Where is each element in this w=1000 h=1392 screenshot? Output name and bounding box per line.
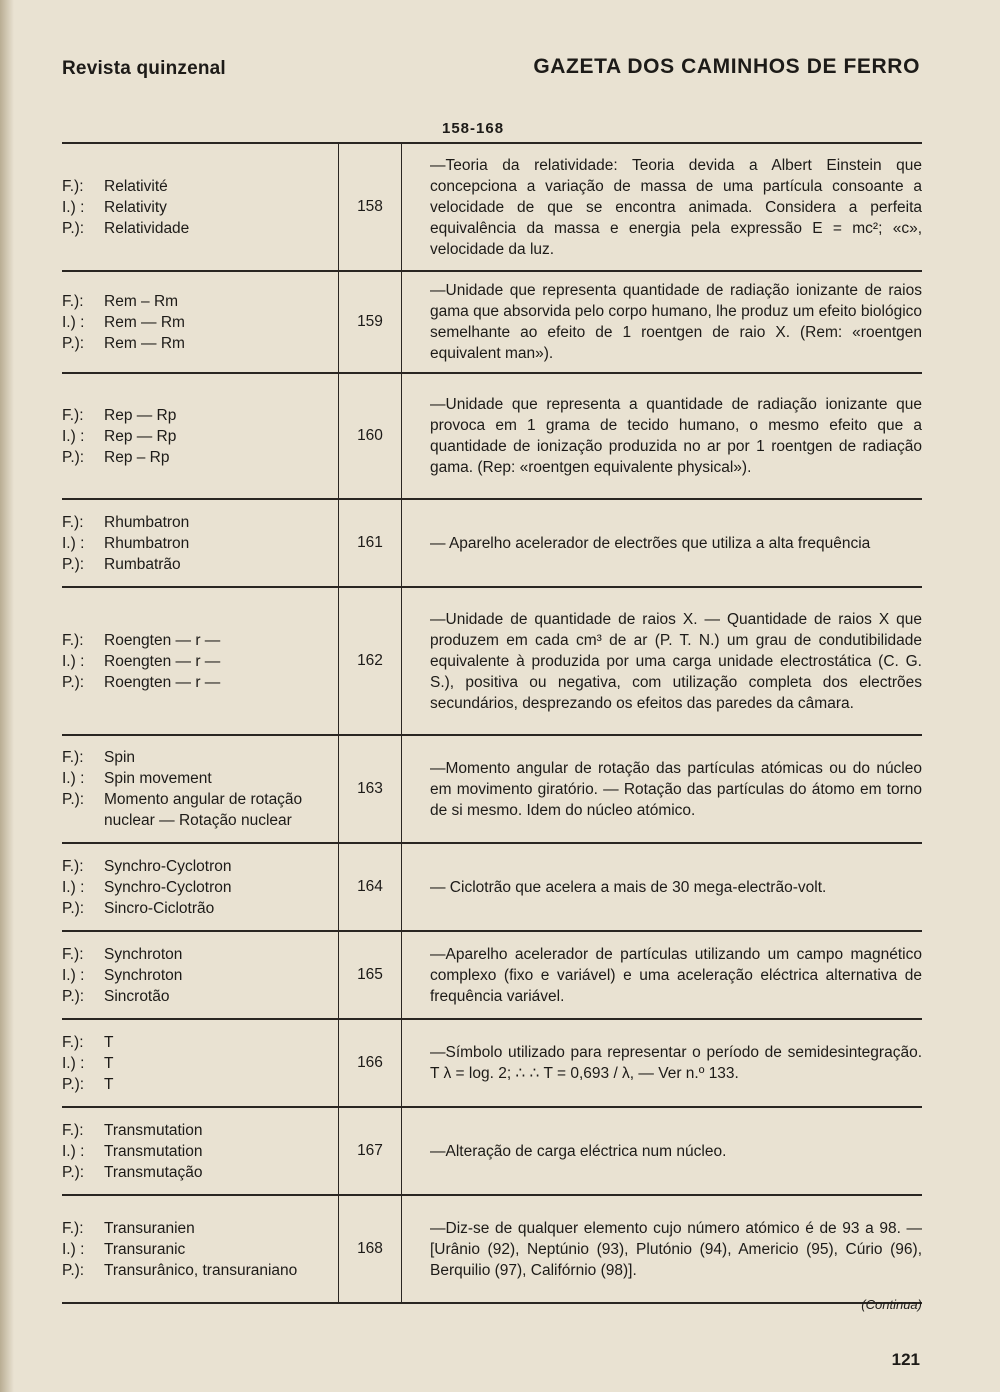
term-language: F.):	[62, 631, 84, 649]
definition-text: —Alteração de carga eléctrica num núcleo.	[430, 1142, 727, 1160]
entry-definition	[402, 272, 922, 372]
term-line	[62, 768, 338, 789]
definition-text: —Unidade que representa quantidade de radiação ionizante de raios gama que absorvida pelo corpo humano, lhe produz um efeito biológico semelhante ao efeito de 1 roentgen de raio X. (Rem: «roentgen equivalent man»).	[430, 282, 923, 362]
entry-definition	[402, 844, 922, 930]
definition-text: —Momento angular de rotação das partículas atómicas ou do núcleo em movimento giratório. — Rotação das partículas do átomo em torno de si mesmo. Idem do núcleo atómico.	[430, 759, 922, 819]
term-text: Transmutation	[104, 1121, 203, 1139]
term-text: Spin movement	[104, 770, 212, 787]
term-text: Relatividade	[104, 219, 190, 237]
entry-number: 158	[338, 144, 402, 270]
table-row	[62, 1194, 922, 1302]
entry-number: 160	[338, 374, 402, 498]
header-right: GAZETA DOS CAMINHOS DE FERRO	[533, 55, 920, 78]
term-list	[62, 1020, 338, 1106]
term-line	[62, 965, 338, 986]
term-language: I.) :	[62, 427, 85, 445]
term-language: F.):	[62, 857, 84, 875]
term-language: I.) :	[62, 198, 85, 216]
entry-definition	[402, 1196, 922, 1302]
term-language: F.):	[62, 177, 84, 195]
term-text: Transmutação	[104, 1163, 203, 1181]
term-list	[62, 736, 338, 842]
definition-text: —Diz-se de qualquer elemento cujo número atómico é de 93 a 98. — [Urânio (92), Neptúnio (93), Plutónio (94), Americio (95), Cúrio (96), Berquilio (97), Califórnio (98)].	[430, 1219, 922, 1279]
term-list	[62, 844, 338, 930]
term-language: P.):	[62, 673, 85, 691]
term-line	[62, 1218, 338, 1239]
term-text: Rhumbatron	[104, 534, 190, 552]
term-text: Synchroton	[104, 966, 183, 984]
term-line	[62, 1032, 338, 1053]
header-left: Revista quinzenal	[62, 58, 226, 79]
term-language: I.) :	[62, 878, 85, 896]
term-line	[62, 1239, 338, 1260]
table-row	[62, 1018, 922, 1106]
term-language: I.) :	[62, 1142, 85, 1160]
entry-number: 161	[338, 500, 402, 586]
table-row	[62, 842, 922, 930]
table-row	[62, 372, 922, 498]
term-text: Roengten — r —	[104, 673, 221, 691]
term-line	[62, 672, 338, 693]
term-line	[62, 944, 338, 965]
term-line	[62, 554, 338, 575]
term-line	[62, 405, 338, 426]
term-language: P.):	[62, 334, 85, 352]
entry-definition	[402, 374, 922, 498]
term-line	[62, 291, 338, 312]
term-line	[62, 1074, 338, 1095]
definition-text: —Unidade de quantidade de raios X. — Quantidade de raios X que produzem em cada cm³ de ar (P. T. N.) um grau de condutibilidade equivalente à produzida por uma carga unidade electrostática (C. G. S.), positiva ou negativa, com utilização completa dos electrões secundários, desprezando os efeitos das paredes da câmara.	[430, 610, 922, 712]
term-list	[62, 1196, 338, 1302]
term-text: Relativité	[104, 177, 168, 195]
term-line	[62, 789, 338, 831]
entry-definition	[402, 500, 922, 586]
term-text: Rem — Rm	[104, 334, 185, 352]
definition-text: —Símbolo utilizado para representar o período de semidesintegração. T λ = log. 2; ∴ ∴ T = 0,693 / λ, — Ver n.º 133.	[430, 1044, 922, 1082]
term-list	[62, 588, 338, 734]
entry-range: 158-168	[442, 120, 505, 137]
term-text: Spin	[104, 749, 136, 766]
term-list	[62, 500, 338, 586]
term-line	[62, 1260, 338, 1281]
term-text: Synchro-Cyclotron	[104, 878, 232, 896]
definition-text: —Aparelho acelerador de partículas utilizando um campo magnético complexo (fixo e variável) e uma aceleração eléctrica alternativa de frequência variável.	[430, 945, 922, 1005]
term-language: P.):	[62, 899, 85, 917]
term-text: Transurânico, transuraniano	[104, 1261, 298, 1279]
term-list	[62, 1108, 338, 1194]
term-line	[62, 877, 338, 898]
entry-number: 159	[338, 272, 402, 372]
term-language: P.):	[62, 448, 85, 466]
table-row	[62, 142, 922, 270]
term-text: Rhumbatron	[104, 513, 190, 531]
term-language: F.):	[62, 406, 84, 424]
term-language: P.):	[62, 1261, 85, 1279]
term-language: F.):	[62, 513, 84, 531]
term-line	[62, 426, 338, 447]
entry-number: 168	[338, 1196, 402, 1302]
entry-number: 164	[338, 844, 402, 930]
entry-number: 166	[338, 1020, 402, 1106]
term-text: Synchroton	[104, 945, 183, 963]
term-text: Sincro-Ciclotrão	[104, 899, 215, 917]
term-language: F.):	[62, 749, 84, 766]
term-language: I.) :	[62, 1054, 85, 1072]
page-number: 121	[891, 1350, 920, 1369]
term-language: P.):	[62, 1163, 85, 1181]
term-language: P.):	[62, 987, 85, 1005]
term-line	[62, 312, 338, 333]
term-language: P.):	[62, 791, 85, 808]
term-language: F.):	[62, 945, 84, 963]
term-line	[62, 1053, 338, 1074]
term-line	[62, 1141, 338, 1162]
term-line	[62, 197, 338, 218]
entry-number: 165	[338, 932, 402, 1018]
term-text: Relativity	[104, 198, 167, 216]
term-text: Rem – Rm	[104, 292, 179, 310]
entry-definition	[402, 588, 922, 734]
term-text: Transuranic	[104, 1240, 186, 1258]
page-edge-shadow	[0, 0, 14, 1392]
term-language: I.) :	[62, 770, 85, 787]
term-language: P.):	[62, 219, 85, 237]
term-line	[62, 218, 338, 239]
term-language: I.) :	[62, 966, 85, 984]
term-text: T	[104, 1054, 114, 1072]
term-line	[62, 533, 338, 554]
term-line	[62, 986, 338, 1007]
entry-definition	[402, 932, 922, 1018]
definition-text: — Ciclotrão que acelera a mais de 30 mega-electrão-volt.	[430, 878, 827, 896]
term-text: Rep – Rp	[104, 448, 170, 466]
term-text: Transuranien	[104, 1219, 195, 1237]
term-line	[62, 747, 338, 768]
term-language: P.):	[62, 1075, 85, 1093]
continued-note: (Continua)	[861, 1297, 922, 1312]
term-text: Rumbatrão	[104, 555, 181, 573]
table-bottom-rule	[62, 1302, 922, 1304]
entry-number: 163	[338, 736, 402, 842]
term-line	[62, 651, 338, 672]
term-language: P.):	[62, 555, 85, 573]
term-line	[62, 898, 338, 919]
term-text: Sincrotão	[104, 987, 170, 1005]
term-language: F.):	[62, 1219, 84, 1237]
entry-number: 162	[338, 588, 402, 734]
entry-definition	[402, 144, 922, 270]
term-text: Roengten — r —	[104, 631, 221, 649]
term-list	[62, 374, 338, 498]
definition-text: —Unidade que representa a quantidade de radiação ionizante que provoca em 1 grama de tecido humano, o mesmo efeito que a quantidade de ionização produzida no ar por 1 roentgen de radiação gama. (Rep: «roentgen equivalente physical»).	[430, 396, 922, 476]
term-language: I.) :	[62, 534, 85, 552]
term-line	[62, 1120, 338, 1141]
entry-number: 167	[338, 1108, 402, 1194]
table-row	[62, 1106, 922, 1194]
term-language: F.):	[62, 292, 84, 310]
term-line	[62, 176, 338, 197]
term-language: I.) :	[62, 1240, 85, 1258]
term-text: Momento angular de rotação nuclear — Rotação nuclear	[104, 791, 303, 829]
term-text: Rem — Rm	[104, 313, 185, 331]
table-row	[62, 586, 922, 734]
entry-definition	[402, 736, 922, 842]
table-row	[62, 930, 922, 1018]
definition-text: — Aparelho acelerador de electrões que utiliza a alta frequência	[430, 534, 871, 552]
entry-definition	[402, 1108, 922, 1194]
term-text: T	[104, 1075, 114, 1093]
term-text: T	[104, 1033, 114, 1051]
term-text: Synchro-Cyclotron	[104, 857, 232, 875]
term-language: F.):	[62, 1121, 84, 1139]
table-row	[62, 498, 922, 586]
term-language: F.):	[62, 1033, 84, 1051]
glossary-table	[62, 142, 922, 1304]
term-line	[62, 1162, 338, 1183]
definition-text: —Teoria da relatividade: Teoria devida a Albert Einstein que concepciona a variação de massa de uma partícula consoante a velocidade de que se encontra animada. Considera a perfeita equivalência da massa e energia pela expressão E = mc²; «c», velocidade da luz.	[430, 156, 922, 258]
term-line	[62, 333, 338, 354]
term-list	[62, 932, 338, 1018]
term-text: Roengten — r —	[104, 652, 221, 670]
term-language: I.) :	[62, 652, 85, 670]
term-text: Rep — Rp	[104, 406, 177, 424]
term-line	[62, 512, 338, 533]
term-language: I.) :	[62, 313, 85, 331]
term-line	[62, 630, 338, 651]
term-text: Transmutation	[104, 1142, 203, 1160]
term-line	[62, 447, 338, 468]
term-line	[62, 856, 338, 877]
term-list	[62, 272, 338, 372]
term-text: Rep — Rp	[104, 427, 177, 445]
entry-definition	[402, 1020, 922, 1106]
term-list	[62, 144, 338, 270]
table-row	[62, 734, 922, 842]
table-row	[62, 270, 922, 372]
